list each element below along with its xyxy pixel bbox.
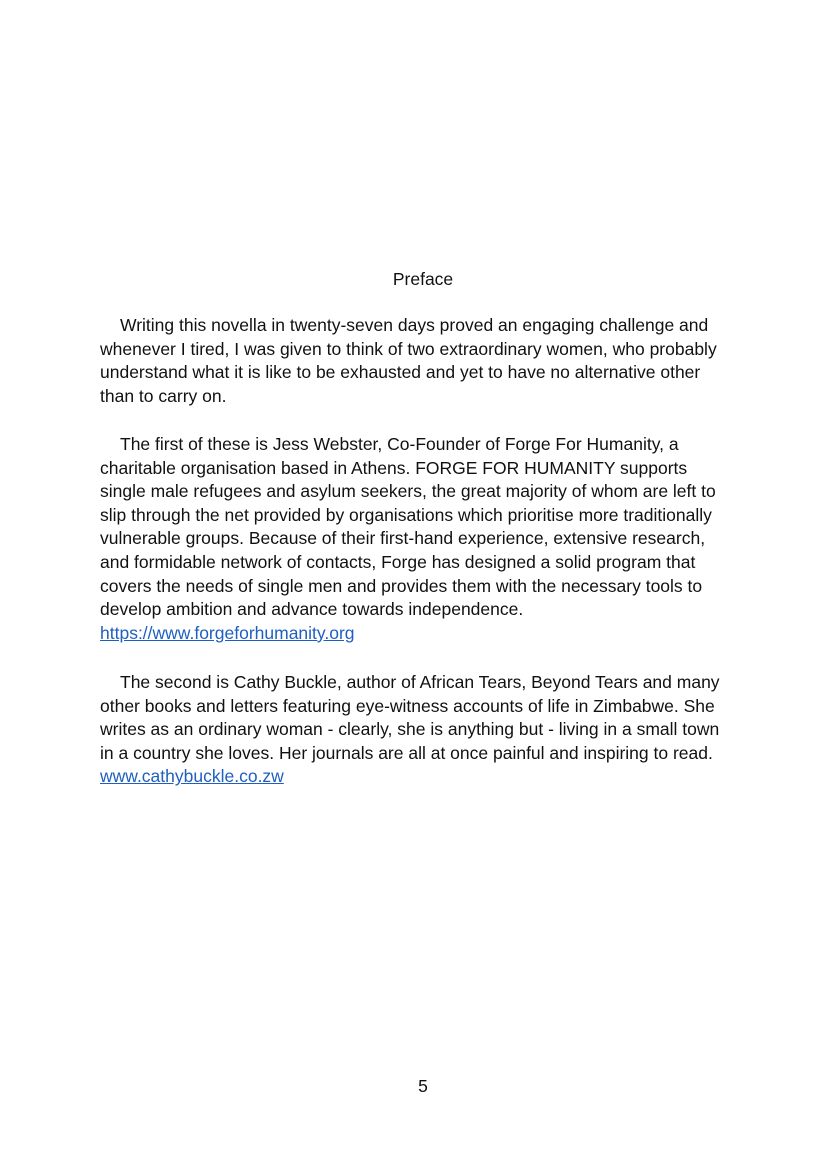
page-title: Preface — [392, 269, 454, 289]
forge-for-humanity-link[interactable]: https://www.forgeforhumanity.org — [100, 622, 355, 643]
cathy-buckle-link[interactable]: www.cathybuckle.co.zw — [100, 766, 284, 787]
paragraph-1 — [100, 314, 732, 408]
paragraph-2-text: The first of these is Jess Webster, Co-Founder of Forge For Humanity, a charitable organisation based in Athens. FORGE FOR HUMANITY supports single male refugees and asylum seekers, the great majority of whom are left to slip through the net provided by organisations which prioritise more traditionally vulnerable groups. Because of their first-hand experience, extensive research, and formidable network of contacts, Forge has designed a solid program that covers the needs of single men and provides them with the necessary tools to develop ambition and advance towards independence. — [100, 434, 716, 620]
paragraph-2 — [100, 433, 732, 645]
paragraph-1-text: Writing this novella in twenty-seven days proved an engaging challenge and whenever I tired, I was given to think of two extraordinary women, who probably understand what it is like to be exhausted and yet to have no alternative other than to carry on. — [100, 315, 717, 406]
paragraph-3 — [100, 671, 732, 789]
paragraph-3-text: The second is Cathy Buckle, author of African Tears, Beyond Tears and many other books and letters featuring eye-witness accounts of life in Zimbabwe. She writes as an ordinary woman - clearly, she is anything but - living in a small town in a country she loves. Her journals are all at once painful and inspiring to read. — [100, 672, 720, 763]
page-number: 5 — [418, 1076, 428, 1096]
